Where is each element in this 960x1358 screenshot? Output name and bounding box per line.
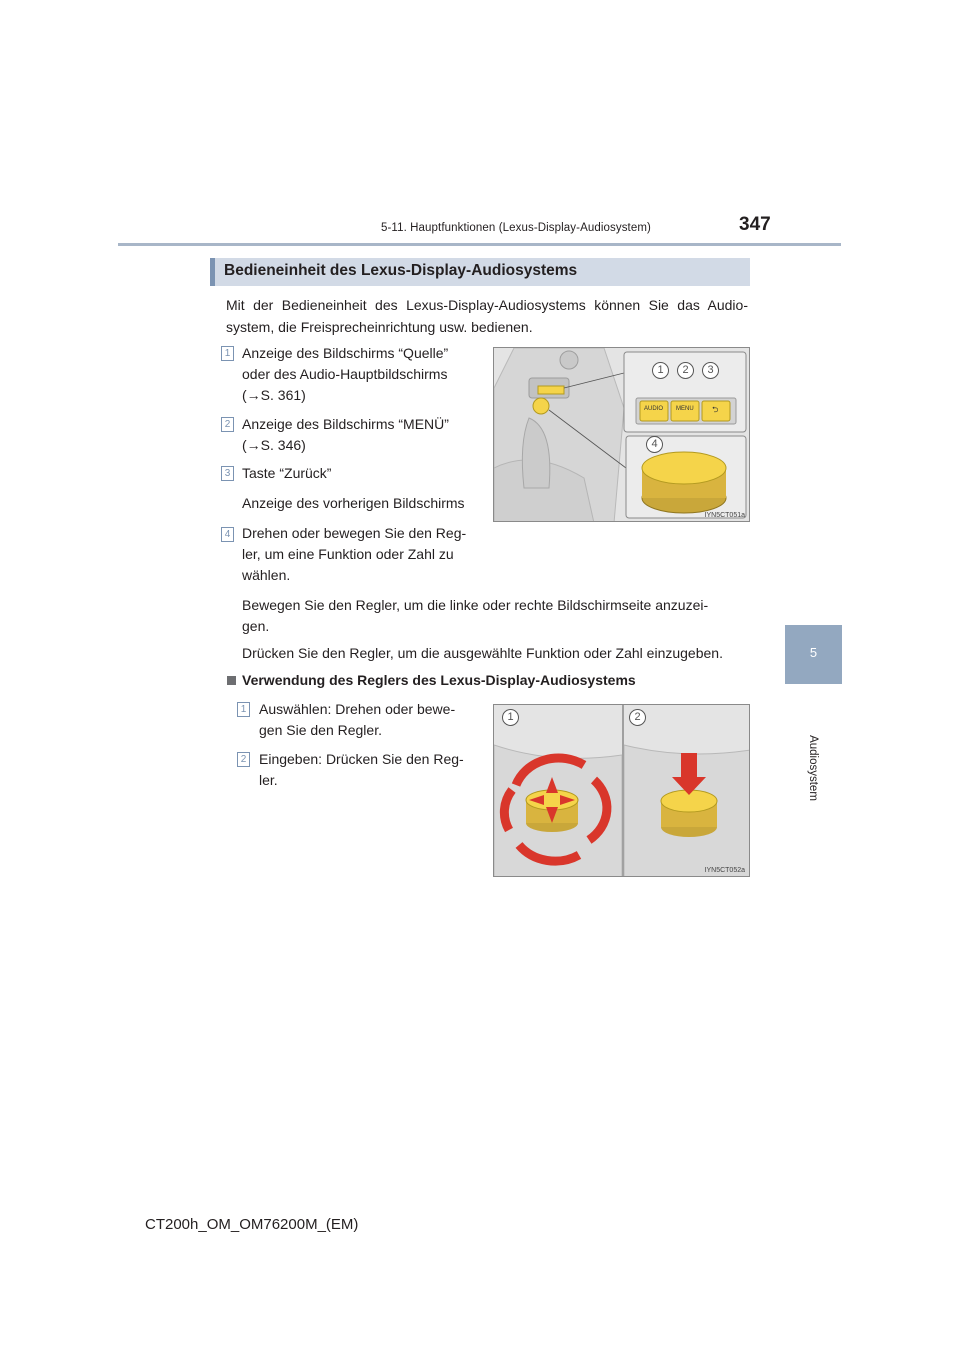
knob-drawing	[494, 705, 750, 877]
button-label-menu: MENU	[676, 406, 694, 412]
item-4-extra-2: Drücken Sie den Regler, um die ausgewählte Funktion oder Zahl einzugeben.	[242, 645, 723, 661]
section-header	[210, 258, 750, 286]
console-illustration	[493, 347, 750, 522]
bullet-square	[227, 676, 236, 685]
sub-item-2-line-1: Eingeben: Drücken Sie den Reg-	[259, 751, 464, 767]
chapter-title: 5-11. Hauptfunktionen (Lexus-Display-Audiosystem)	[381, 222, 651, 234]
intro-text: Mit der Bedieneinheit des Lexus-Display-Audiosystems können Sie das Audio-system, die Freisprecheinrichtung usw. bedienen.	[226, 297, 748, 335]
item-number-1: 1	[221, 346, 234, 361]
callout-select: 1	[502, 709, 519, 726]
chapter-tab-label: Audiosystem	[807, 735, 819, 801]
subsection-title: Verwendung des Reglers des Lexus-Display-Audiosystems	[242, 672, 636, 688]
item-1-line-2: oder des Audio-Hauptbildschirms	[242, 366, 448, 382]
item-3-text	[242, 463, 478, 484]
button-label-audio: AUDIO	[644, 406, 664, 412]
item-4-extra-line-2: gen.	[242, 618, 270, 634]
sub-item-number-1: 1	[237, 702, 250, 717]
item-1-line-3[interactable]: (→S. 361)	[242, 387, 306, 403]
item-4-extra-1	[242, 595, 748, 637]
section-title: Bedieneinheit des Lexus-Display-Audiosystems	[224, 262, 578, 279]
sub-item-2-text	[259, 749, 477, 791]
sub-item-number-2: 2	[237, 752, 250, 767]
item-1-line-1: Anzeige des Bildschirms “Quelle”	[242, 345, 449, 361]
item-4-extra-line-1: Bewegen Sie den Regler, um die linke oder rechte Bildschirmseite anzuzei-	[242, 597, 709, 613]
header-rule	[118, 243, 841, 246]
callout-2: 2	[677, 362, 694, 379]
item-4-line-3: wählen.	[242, 567, 291, 583]
sub-item-1-line-1: Auswählen: Drehen oder bewe-	[259, 701, 456, 717]
sub-item-1-line-2: gen Sie den Regler.	[259, 722, 382, 738]
item-number-3: 3	[221, 466, 234, 481]
chapter-tab[interactable]	[785, 625, 842, 684]
page-number: 347	[739, 214, 771, 235]
image-code-2: IYN5CT052a	[704, 867, 745, 874]
chapter-tab-number: 5	[809, 645, 818, 660]
item-1-text	[242, 343, 478, 406]
knob-illustration	[493, 704, 750, 877]
sub-item-2-line-2: ler.	[259, 772, 278, 788]
item-4-line-2: ler, um eine Funktion oder Zahl zu	[242, 546, 454, 562]
item-2-line-1: Anzeige des Bildschirms “MENÜ”	[242, 416, 449, 432]
callout-3: 3	[702, 362, 719, 379]
item-3-description: Anzeige des vorherigen Bildschirms	[242, 495, 465, 511]
button-label-back: ⮌	[712, 405, 719, 414]
item-number-2: 2	[221, 417, 234, 432]
sub-item-1-text	[259, 699, 477, 741]
item-3-line-1: Taste “Zurück”	[242, 465, 332, 481]
item-4-text	[242, 523, 478, 586]
item-2-line-2[interactable]: (→S. 346)	[242, 437, 306, 453]
item-2-text	[242, 414, 478, 456]
item-number-4: 4	[221, 527, 234, 542]
callout-4: 4	[646, 436, 663, 453]
image-code-1: IYN5CT051a	[704, 512, 745, 519]
callout-enter: 2	[629, 709, 646, 726]
callout-1: 1	[652, 362, 669, 379]
document-id: CT200h_OM_OM76200M_(EM)	[145, 1216, 359, 1233]
item-4-line-1: Drehen oder bewegen Sie den Reg-	[242, 525, 467, 541]
